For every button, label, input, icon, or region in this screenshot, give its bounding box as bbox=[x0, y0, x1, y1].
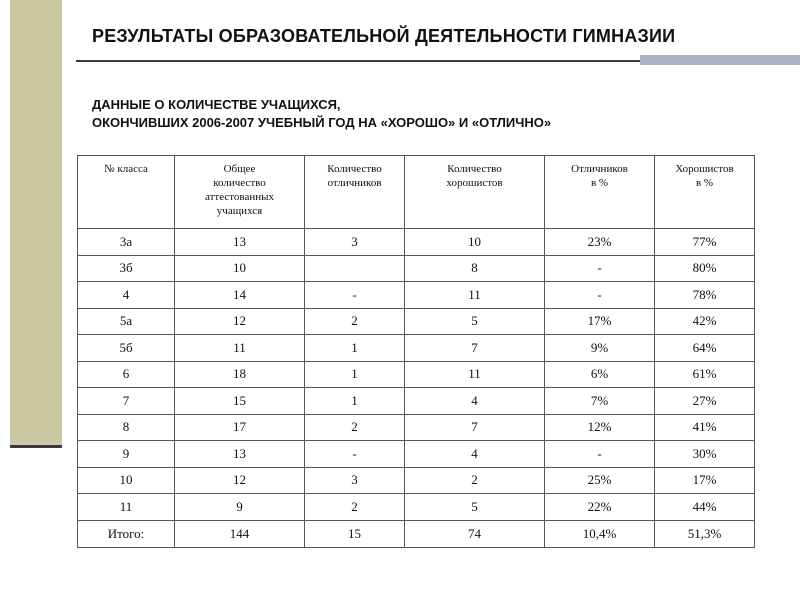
table-cell: 10 bbox=[175, 255, 305, 282]
table-row bbox=[78, 255, 755, 282]
header-text: в % bbox=[590, 177, 609, 189]
table-cell: 7% bbox=[545, 388, 655, 415]
header-text: Количество bbox=[327, 163, 382, 175]
table-cell: 2 bbox=[305, 308, 405, 335]
table-cell: 4 bbox=[405, 441, 545, 468]
table-cell: 5 bbox=[405, 494, 545, 521]
table-cell: 1 bbox=[305, 388, 405, 415]
table-cell: 5а bbox=[78, 308, 175, 335]
table-cell: 17% bbox=[545, 308, 655, 335]
table-cell: 7 bbox=[78, 388, 175, 415]
table-cell: 10,4% bbox=[545, 520, 655, 547]
table-cell: 6 bbox=[78, 361, 175, 388]
table-header-row bbox=[78, 156, 755, 229]
header-total-students bbox=[175, 156, 305, 229]
table-cell: 44% bbox=[655, 494, 755, 521]
table-cell: 74 bbox=[405, 520, 545, 547]
header-text: хорошистов bbox=[446, 177, 503, 189]
header-good-percent bbox=[655, 156, 755, 229]
table-cell: 64% bbox=[655, 335, 755, 362]
table-cell: 12% bbox=[545, 414, 655, 441]
table-row bbox=[78, 441, 755, 468]
table-row bbox=[78, 388, 755, 415]
table-cell: 3б bbox=[78, 255, 175, 282]
table-cell: - bbox=[545, 282, 655, 309]
table-cell: 2 bbox=[305, 414, 405, 441]
table-body bbox=[78, 229, 755, 548]
table-row bbox=[78, 308, 755, 335]
table-cell: 4 bbox=[405, 388, 545, 415]
table-cell: 80% bbox=[655, 255, 755, 282]
table-cell: 27% bbox=[655, 388, 755, 415]
table-cell: - bbox=[305, 441, 405, 468]
table-cell: 5 bbox=[405, 308, 545, 335]
side-decor-line bbox=[10, 445, 62, 448]
table-cell: 12 bbox=[175, 467, 305, 494]
table-cell: 61% bbox=[655, 361, 755, 388]
table-cell: 18 bbox=[175, 361, 305, 388]
table-cell: 23% bbox=[545, 229, 655, 256]
table-cell: 17% bbox=[655, 467, 755, 494]
table-cell: 7 bbox=[405, 335, 545, 362]
table-cell: 3а bbox=[78, 229, 175, 256]
header-class-number bbox=[78, 156, 175, 229]
table-cell: 30% bbox=[655, 441, 755, 468]
header-text: в % bbox=[695, 177, 714, 189]
header-text: учащихся bbox=[216, 205, 263, 217]
table-cell: 6% bbox=[545, 361, 655, 388]
table-cell: 8 bbox=[405, 255, 545, 282]
table-cell bbox=[305, 255, 405, 282]
header-good-count bbox=[405, 156, 545, 229]
table-row bbox=[78, 282, 755, 309]
table-cell: 3 bbox=[305, 229, 405, 256]
page-title: РЕЗУЛЬТАТЫ ОБРАЗОВАТЕЛЬНОЙ ДЕЯТЕЛЬНОСТИ ГИМНАЗИИ bbox=[92, 26, 676, 46]
table-cell: 2 bbox=[305, 494, 405, 521]
table-cell: 22% bbox=[545, 494, 655, 521]
table-cell: 25% bbox=[545, 467, 655, 494]
table-cell: 2 bbox=[405, 467, 545, 494]
subtitle-line-1: ДАННЫЕ О КОЛИЧЕСТВЕ УЧАЩИХСЯ, bbox=[92, 97, 341, 112]
table-cell: 15 bbox=[305, 520, 405, 547]
table-cell: 51,3% bbox=[655, 520, 755, 547]
table-cell: 15 bbox=[175, 388, 305, 415]
table-cell: 77% bbox=[655, 229, 755, 256]
header-text: Отличников bbox=[571, 163, 628, 175]
table-cell: 10 bbox=[405, 229, 545, 256]
table-row bbox=[78, 414, 755, 441]
table-cell: 3 bbox=[305, 467, 405, 494]
table-row bbox=[78, 229, 755, 256]
header-text: аттестованных bbox=[204, 191, 274, 203]
table-cell: 13 bbox=[175, 441, 305, 468]
table-cell: 1 bbox=[305, 335, 405, 362]
table-row bbox=[78, 361, 755, 388]
table-cell: 1 bbox=[305, 361, 405, 388]
table-cell: - bbox=[305, 282, 405, 309]
table-row bbox=[78, 335, 755, 362]
table-cell: 42% bbox=[655, 308, 755, 335]
table-cell: 5б bbox=[78, 335, 175, 362]
subtitle-line-2: ОКОНЧИВШИХ 2006-2007 УЧЕБНЫЙ ГОД НА «ХОРОШО» И «ОТЛИЧНО» bbox=[92, 115, 552, 130]
table-total-row bbox=[78, 520, 755, 547]
results-table bbox=[77, 155, 755, 548]
table-cell: 4 bbox=[78, 282, 175, 309]
header-text: Хорошистов bbox=[675, 163, 734, 175]
table-cell: Итого: bbox=[78, 520, 175, 547]
table-cell: 11 bbox=[405, 282, 545, 309]
table-cell: 8 bbox=[78, 414, 175, 441]
table-row bbox=[78, 467, 755, 494]
header-text: Количество bbox=[447, 163, 502, 175]
header-excellent-percent bbox=[545, 156, 655, 229]
table-cell: 11 bbox=[405, 361, 545, 388]
table-cell: 9% bbox=[545, 335, 655, 362]
table-cell: 9 bbox=[175, 494, 305, 521]
table-cell: - bbox=[545, 441, 655, 468]
table-cell: 11 bbox=[175, 335, 305, 362]
header-excellent-count bbox=[305, 156, 405, 229]
table-cell: 13 bbox=[175, 229, 305, 256]
table-cell: 41% bbox=[655, 414, 755, 441]
table-cell: 17 bbox=[175, 414, 305, 441]
table-cell: 10 bbox=[78, 467, 175, 494]
table-cell: 144 bbox=[175, 520, 305, 547]
header-text: № класса bbox=[104, 163, 148, 175]
table-cell: 12 bbox=[175, 308, 305, 335]
header-text: отличников bbox=[327, 177, 382, 189]
title-accent-bar bbox=[640, 55, 800, 65]
table-cell: 9 bbox=[78, 441, 175, 468]
table-cell: 14 bbox=[175, 282, 305, 309]
table-cell: 78% bbox=[655, 282, 755, 309]
table-cell: 11 bbox=[78, 494, 175, 521]
subtitle bbox=[92, 96, 551, 132]
table-row bbox=[78, 494, 755, 521]
side-decor-bar bbox=[10, 0, 62, 445]
header-text: количество bbox=[213, 177, 266, 189]
header-text: Общее bbox=[223, 163, 256, 175]
table-cell: 7 bbox=[405, 414, 545, 441]
table-cell: - bbox=[545, 255, 655, 282]
